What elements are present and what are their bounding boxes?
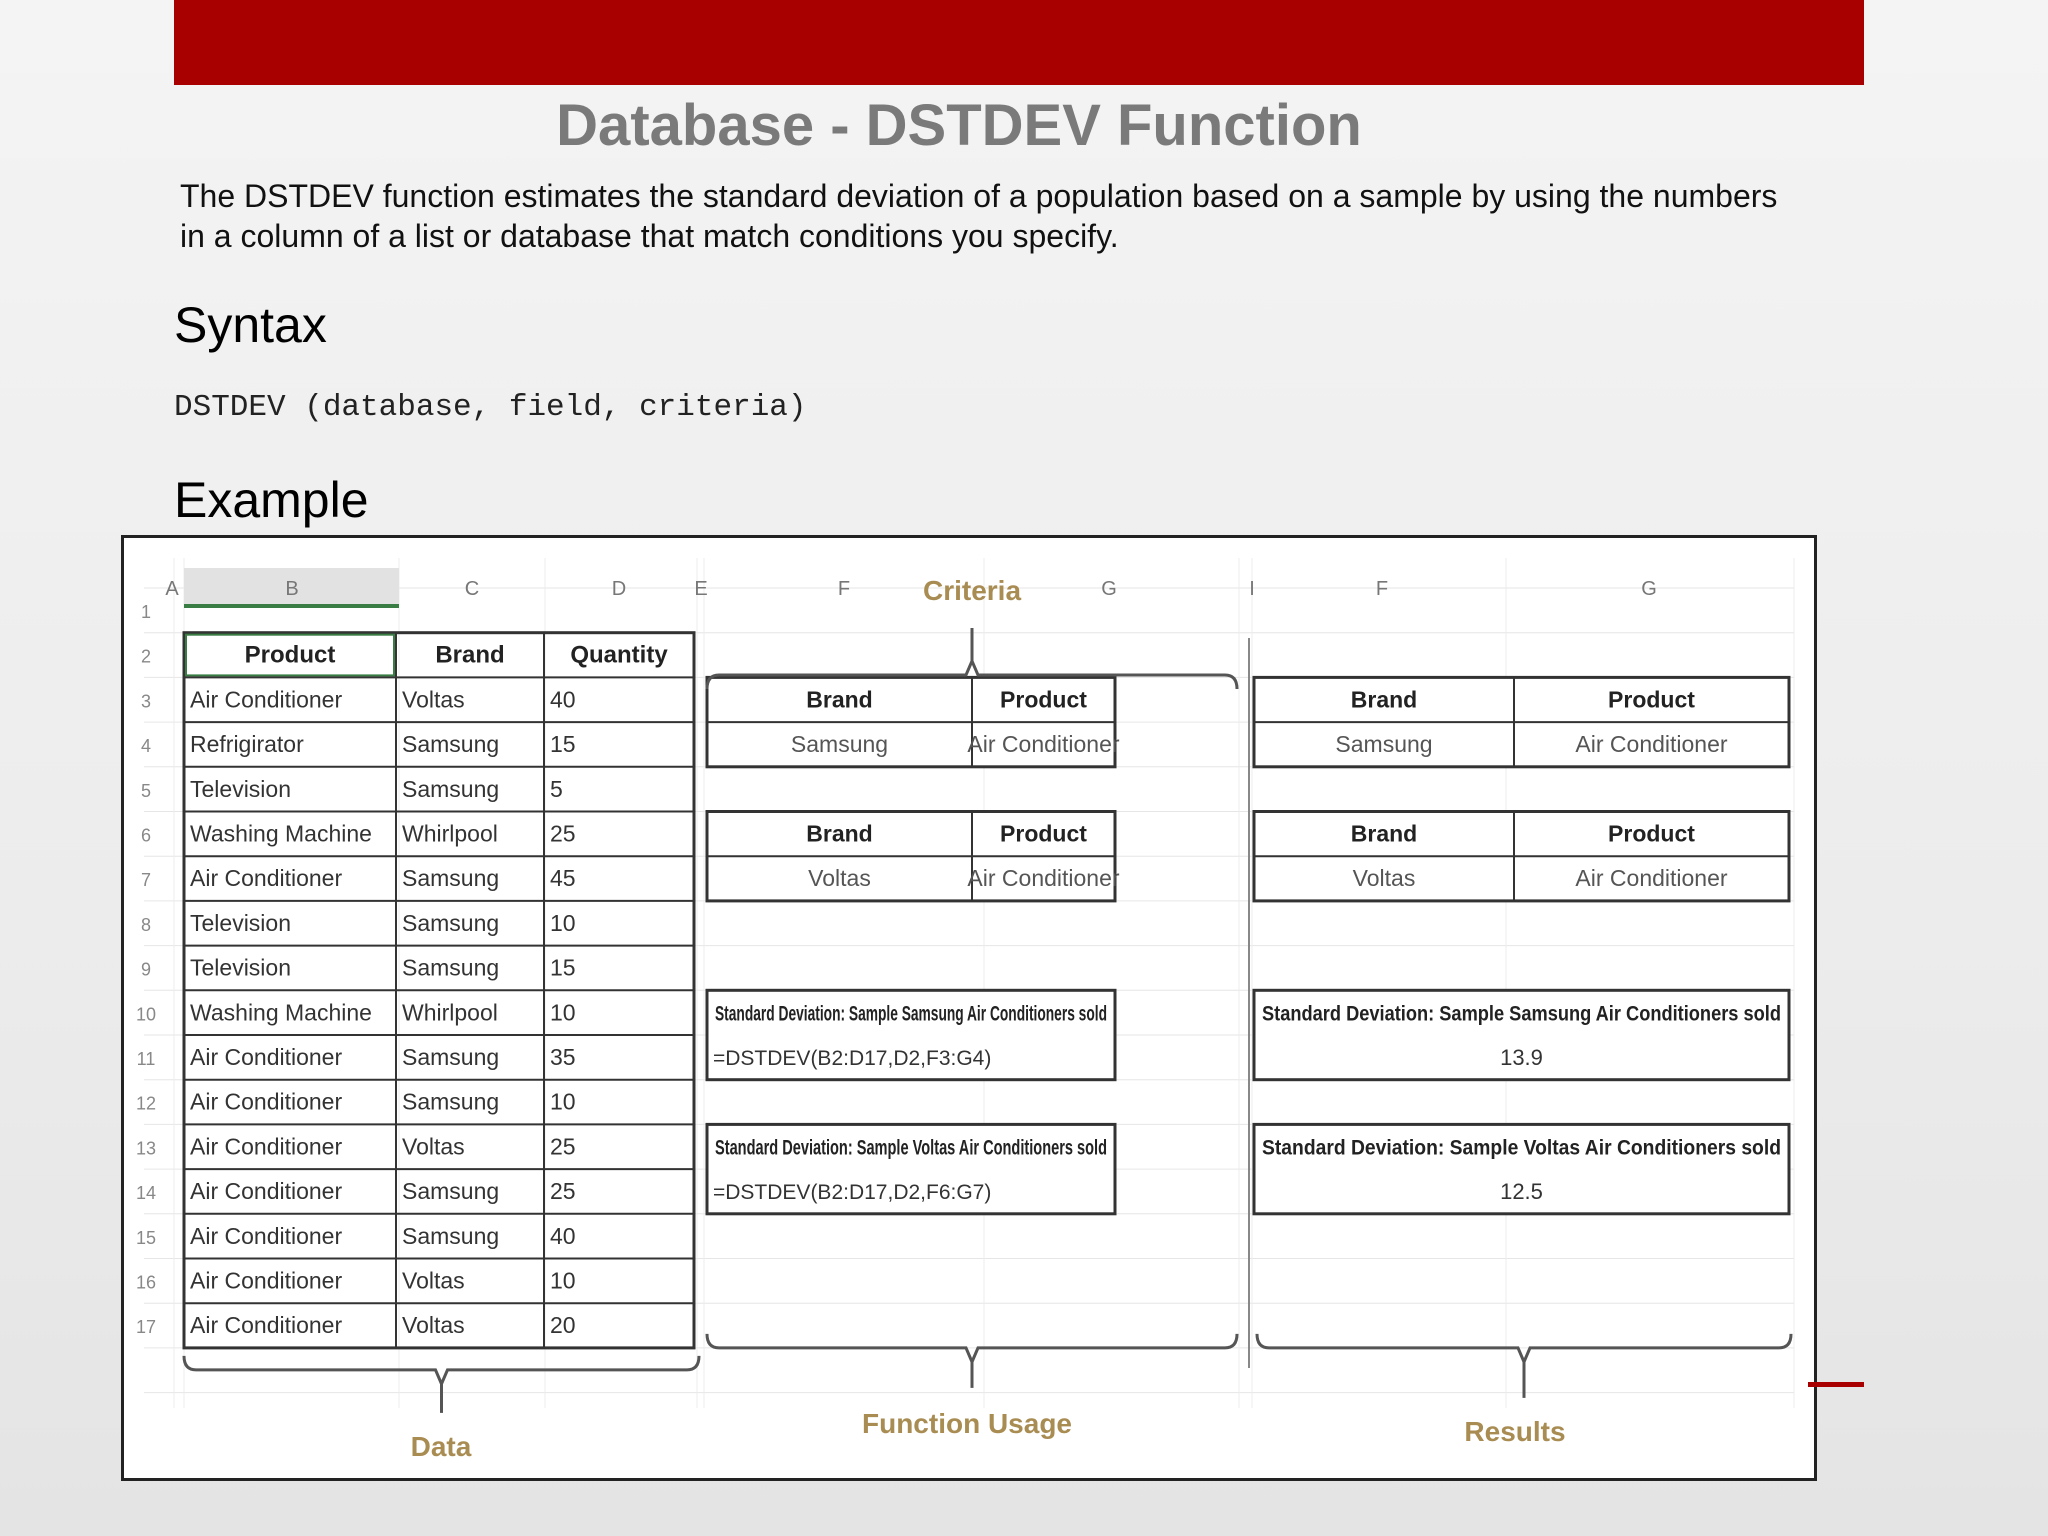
data-cell: 10	[550, 909, 576, 936]
criteria-value: Voltas	[1352, 865, 1416, 892]
column-header: E	[694, 578, 708, 600]
data-cell: Air Conditioner	[190, 1267, 343, 1294]
function-label: Standard Deviation: Sample Samsung Air Conditioners sold	[715, 1002, 1107, 1026]
row-number: 3	[140, 691, 152, 712]
data-cell: 25	[550, 1178, 576, 1205]
column-header: F	[837, 578, 851, 600]
row-number: 5	[140, 780, 152, 801]
criteria-header: Product	[1608, 820, 1695, 847]
data-cell: Samsung	[402, 865, 500, 892]
row-number: 12	[135, 1093, 157, 1114]
data-cell: Air Conditioner	[190, 1178, 343, 1205]
data-cell: 20	[550, 1312, 576, 1339]
data-cell: 10	[550, 999, 576, 1026]
row-number: 16	[135, 1272, 157, 1293]
data-cell: 40	[550, 686, 576, 713]
criteria-header: Brand	[1350, 820, 1418, 847]
criteria-value: Air Conditioner	[967, 731, 1120, 758]
data-cell: Air Conditioner	[190, 1312, 343, 1339]
row-number: 13	[135, 1138, 157, 1159]
footer-accent-line	[1808, 1382, 1864, 1387]
data-cell: Television	[190, 909, 291, 936]
data-cell: Samsung	[402, 1222, 500, 1249]
row-number: 4	[140, 736, 152, 757]
column-header: D	[611, 578, 627, 600]
row-number: 2	[140, 646, 152, 667]
criteria-header: Brand	[806, 820, 873, 847]
data-cell: Samsung	[402, 731, 500, 758]
data-cell: Samsung	[402, 775, 500, 802]
data-cell: Voltas	[402, 1267, 465, 1294]
criteria-value: Air Conditioner	[1575, 731, 1728, 758]
data-cell: 25	[550, 820, 576, 847]
data-cell: Samsung	[402, 1044, 500, 1070]
slide-title: Database - DSTDEV Function	[556, 93, 1362, 158]
data-cell: 35	[550, 1044, 576, 1070]
data-cell: Television	[190, 775, 291, 802]
example-heading: Example	[174, 472, 369, 528]
syntax-code: DSTDEV (database, field, criteria)	[174, 390, 807, 425]
data-header: Brand	[435, 641, 505, 669]
row-number: 15	[135, 1227, 157, 1248]
data-cell: Samsung	[402, 909, 500, 936]
row-number: 10	[135, 1004, 157, 1025]
column-header: B	[285, 578, 299, 600]
criteria-value: Air Conditioner	[1575, 865, 1728, 892]
data-cell: Washing Machine	[190, 820, 372, 847]
function-formula: =DSTDEV(B2:D17,D2,F3:G4)	[713, 1047, 992, 1070]
row-number: 17	[135, 1317, 157, 1338]
function-label: Standard Deviation: Sample Voltas Air Conditioners sold	[1262, 1136, 1781, 1160]
header-accent-bar	[174, 0, 1864, 85]
data-cell: Voltas	[402, 1133, 465, 1160]
column-header: A	[165, 578, 179, 600]
function-description: The DSTDEV function estimates the standard deviation of a population based on a sample by using the numbers in a column of a list or database that match conditions you specify.	[180, 178, 1778, 254]
data-cell: Television	[190, 954, 291, 981]
criteria-value: Samsung	[1335, 731, 1433, 758]
results-label: Results	[1464, 1415, 1566, 1447]
data-cell: Air Conditioner	[190, 1222, 343, 1249]
data-cell: Refrigirator	[190, 731, 304, 758]
criteria-header: Product	[1000, 686, 1087, 713]
data-cell: 10	[550, 1088, 576, 1115]
column-header: G	[1101, 578, 1117, 600]
data-cell: Air Conditioner	[190, 1044, 343, 1070]
row-number: 6	[140, 825, 152, 846]
data-cell: Samsung	[402, 954, 500, 981]
data-cell: Voltas	[402, 1312, 465, 1339]
data-cell: Washing Machine	[190, 999, 372, 1026]
spreadsheet-example	[124, 538, 1814, 1478]
row-number: 14	[135, 1183, 157, 1204]
criteria-value: Samsung	[790, 731, 889, 758]
data-cell: Whirlpool	[402, 999, 498, 1026]
column-header: G	[1641, 578, 1657, 600]
criteria-value: Voltas	[808, 865, 871, 892]
data-cell: 10	[550, 1267, 576, 1294]
column-header: I	[1249, 578, 1255, 600]
criteria-label: Criteria	[922, 575, 1022, 606]
data-cell: 15	[550, 731, 576, 758]
syntax-heading: Syntax	[174, 297, 327, 353]
row-number: 8	[140, 914, 152, 935]
row-number: 9	[140, 959, 152, 980]
function-usage-label: Function Usage	[861, 1407, 1073, 1439]
data-cell: Whirlpool	[402, 820, 498, 847]
criteria-header: Brand	[1350, 686, 1418, 713]
data-header: Quantity	[570, 641, 668, 669]
data-cell: Samsung	[402, 1178, 500, 1205]
criteria-header: Product	[1608, 686, 1695, 713]
data-header: Product	[244, 641, 336, 669]
criteria-header: Product	[1000, 820, 1087, 847]
criteria-value: Air Conditioner	[967, 865, 1120, 892]
function-result: 13.9	[1500, 1045, 1543, 1070]
data-cell: Voltas	[402, 686, 465, 713]
data-cell: 25	[550, 1133, 576, 1160]
function-label: Standard Deviation: Sample Samsung Air Conditioners sold	[1262, 1002, 1781, 1026]
data-cell: 40	[550, 1222, 576, 1249]
data-cell: Air Conditioner	[190, 1133, 343, 1160]
data-label: Data	[410, 1430, 472, 1462]
data-cell: Samsung	[402, 1088, 500, 1115]
function-label: Standard Deviation: Sample Voltas Air Conditioners sold	[715, 1136, 1107, 1160]
row-number: 1	[140, 602, 152, 622]
column-header: F	[1375, 578, 1389, 600]
data-cell: 5	[550, 775, 563, 802]
data-cell: 45	[550, 865, 576, 892]
data-cell: 15	[550, 954, 576, 981]
row-number: 7	[140, 870, 152, 891]
data-cell: Air Conditioner	[190, 865, 343, 892]
example-screenshot	[121, 535, 1817, 1481]
function-formula: =DSTDEV(B2:D17,D2,F6:G7)	[713, 1181, 992, 1205]
column-header: C	[464, 578, 480, 600]
criteria-header: Brand	[806, 686, 873, 713]
row-number: 11	[136, 1049, 156, 1069]
function-result: 12.5	[1500, 1179, 1543, 1205]
data-cell: Air Conditioner	[190, 686, 343, 713]
data-cell: Air Conditioner	[190, 1088, 343, 1115]
